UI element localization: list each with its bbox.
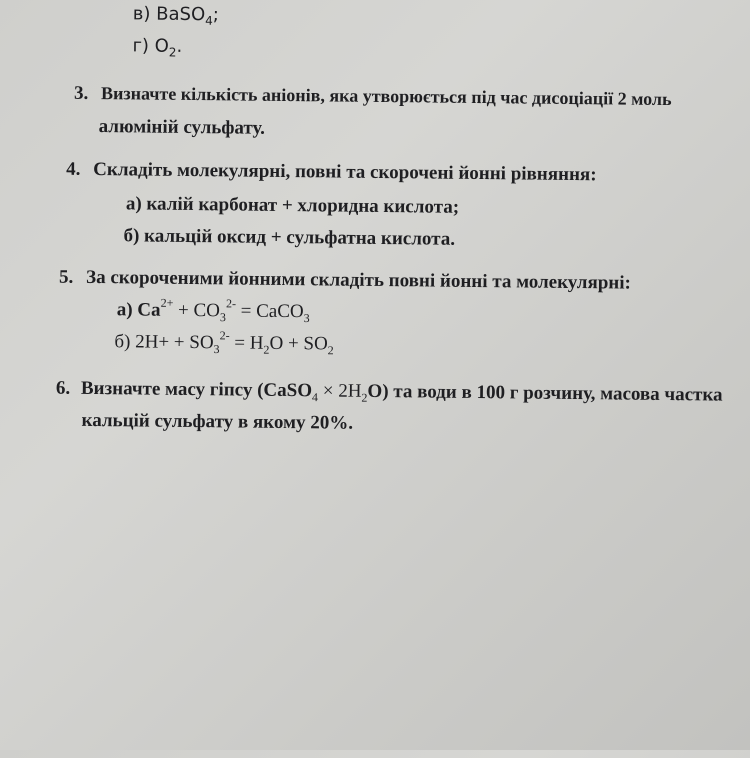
- question-3-line-1: [74, 82, 672, 111]
- question-4-line-1: [66, 159, 597, 187]
- q5b-sub-2: 2: [263, 342, 270, 357]
- question-5-item-b: [114, 327, 334, 358]
- option-v: [133, 3, 219, 26]
- question-5-line-1: [59, 267, 631, 295]
- question-4-number: 4.: [66, 158, 81, 180]
- option-g-tail: .: [176, 35, 183, 57]
- q6-part-2: × 2H: [317, 380, 362, 402]
- q6-part-3: O) та води в 100 г розчину, масова частка: [367, 380, 723, 406]
- question-5-text: За скороченими йонними складіть повні йонні та молекулярні:: [85, 266, 632, 294]
- option-v-text: в) BaSO: [132, 3, 206, 26]
- q5a-part-1: а) Ca: [116, 299, 161, 321]
- question-6-line-1: [56, 378, 723, 407]
- q5a-sub-3: 3: [303, 310, 310, 326]
- question-4-text: Складіть молекулярні, повні та скорочені йонні рівняння:: [93, 158, 597, 186]
- q5b-sub-1: 3: [213, 342, 220, 357]
- question-6-number: 6.: [55, 377, 71, 399]
- q5a-sup-2: 2-: [225, 296, 237, 311]
- q5b-part-3: O + SO: [269, 332, 328, 355]
- question-3-number: 3.: [73, 82, 89, 104]
- q6-sub-1: 4: [311, 390, 319, 405]
- question-4-item-b: б) кальцій оксид + сульфатна кислота.: [123, 225, 456, 250]
- option-g: [132, 35, 182, 58]
- question-5-number: 5.: [58, 266, 74, 288]
- option-v-subscript: 4: [205, 13, 213, 28]
- q5b-sup-1: 2-: [219, 327, 230, 343]
- option-g-subscript: 2: [168, 45, 177, 60]
- question-3-text-1: Визначте кількість аніонів, яка утворюється під час дисоціації 2 моль: [100, 83, 672, 110]
- question-5-item-a: [116, 295, 310, 326]
- option-g-text: г) O: [132, 35, 170, 57]
- q5b-sub-3: 2: [327, 343, 334, 358]
- q5a-part-2: + CO: [173, 299, 221, 322]
- q5a-sup-1: 2+: [160, 295, 174, 310]
- question-3-line-2: алюміній сульфату.: [98, 116, 266, 139]
- question-4-item-a: а) калій карбонат + хлоридна кислота;: [125, 193, 460, 218]
- q6-sub-2: 2: [361, 390, 368, 405]
- option-v-tail: ;: [212, 4, 220, 26]
- q5a-sub-2: 3: [219, 310, 226, 325]
- q5a-part-3: = CaCO: [235, 300, 304, 323]
- q6-part-1: Визначте масу гіпсу (CaSO: [80, 377, 313, 402]
- q5b-part-1: б) 2H+ + SO: [114, 331, 214, 354]
- q5b-part-2: = H: [229, 332, 264, 354]
- question-6-line-2: кальцій сульфату в якому 20%.: [81, 409, 354, 434]
